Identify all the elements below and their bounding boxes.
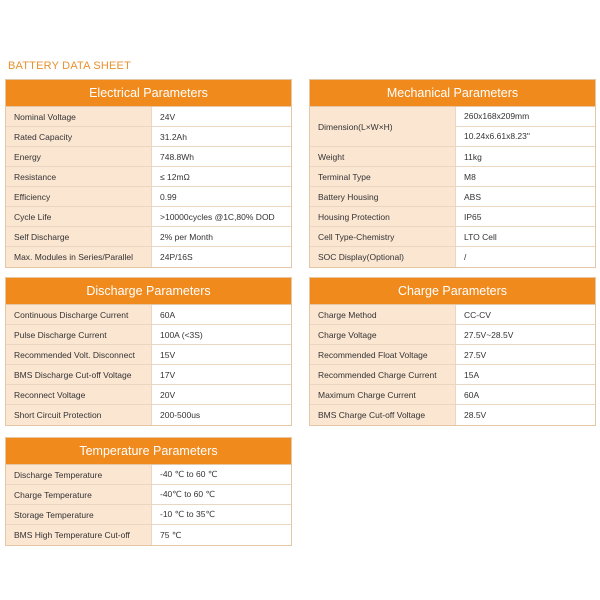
table-header: Discharge Parameters [6,278,291,305]
row-value: 75 ℃ [160,529,182,540]
table-row [310,107,595,147]
row-label: Recommended Volt. Disconnect [6,345,152,364]
charge-parameters-table [309,277,596,426]
table-row [6,465,291,485]
table-row [6,365,291,385]
row-value: LTO Cell [464,231,497,242]
row-value: 17V [160,369,176,380]
row-value: -40 ℃ to 60 ℃ [160,469,218,479]
table-row [310,365,595,385]
page-title: BATTERY DATA SHEET [8,60,131,72]
row-label: Recommended Float Voltage [310,345,456,364]
table-row [6,525,291,545]
row-label: Self Discharge [6,227,152,246]
table-row [6,385,291,405]
table-row [310,325,595,345]
row-value: >10000cycles @1C,80% DOD [160,211,275,222]
row-value: 15A [464,369,480,380]
table-row [310,385,595,405]
table-row [310,405,595,425]
table-row [310,147,595,167]
row-label: Housing Protection [310,207,456,226]
row-value: CC-CV [464,309,491,320]
table-row [310,247,595,267]
row-value: ≤ 12mΩ [160,171,190,182]
row-label: Dimension(L×W×H) [310,107,456,146]
row-value: 27.5V~28.5V [464,329,514,340]
discharge-parameters-table [5,277,292,426]
row-label: Maximum Charge Current [310,385,456,404]
row-label: Charge Voltage [310,325,456,344]
table-row [6,207,291,227]
row-value: 260x168x209mm [456,107,595,127]
row-label: Nominal Voltage [6,107,152,126]
row-label: BMS High Temperature Cut-off [6,525,152,545]
row-label: Continuous Discharge Current [6,305,152,324]
row-label: Short Circuit Protection [6,405,152,425]
row-value: 10.24x6.61x8.23" [464,131,530,142]
row-value: 27.5V [464,349,487,360]
row-value: 20V [160,389,176,400]
row-label: Pulse Discharge Current [6,325,152,344]
temperature-parameters-table [5,437,292,546]
row-value: 2% per Month [160,231,213,242]
row-label: Resistance [6,167,152,186]
row-label: Charge Temperature [6,485,152,504]
row-label: BMS Discharge Cut-off Voltage [6,365,152,384]
row-label: Discharge Temperature [6,465,152,484]
row-label: Efficiency [6,187,152,206]
row-value: 200-500us [160,410,201,420]
table-row [310,187,595,207]
table-row [6,127,291,147]
table-row [6,107,291,127]
row-label: Cycle Life [6,207,152,226]
row-label: Storage Temperature [6,505,152,524]
row-value: -10 ℃ to 35℃ [160,509,216,519]
row-value: 24V [160,111,176,122]
table-row [6,505,291,525]
row-value: / [464,252,467,262]
row-value: 24P/16S [160,252,193,262]
row-value: -40℃ to 60 ℃ [160,489,216,499]
table-header: Electrical Parameters [6,80,291,107]
table-row [6,147,291,167]
row-label: Reconnect Voltage [6,385,152,404]
table-row [6,345,291,365]
row-label: Cell Type-Chemistry [310,227,456,246]
row-value: ABS [464,191,482,202]
row-label: Charge Method [310,305,456,324]
table-row [310,207,595,227]
row-label: BMS Charge Cut-off Voltage [310,405,456,425]
row-label: Recommended Charge Current [310,365,456,384]
row-label: Battery Housing [310,187,456,206]
table-row [6,187,291,207]
row-label: Weight [310,147,456,166]
dimension-values [456,107,595,146]
table-row [6,405,291,425]
table-row [6,485,291,505]
table-header: Mechanical Parameters [310,80,595,107]
row-label: Max. Modules in Series/Parallel [6,247,152,267]
row-value: 60A [160,309,176,320]
table-row [6,305,291,325]
table-row [310,305,595,325]
row-value: 60A [464,389,480,400]
row-label: SOC Display(Optional) [310,247,456,267]
row-value: 0.99 [160,191,177,202]
row-value: 11kg [464,151,482,162]
row-value: M8 [464,171,476,182]
electrical-parameters-table [5,79,292,268]
row-label: Terminal Type [310,167,456,186]
table-row [310,167,595,187]
row-value: 748.8Wh [160,151,195,162]
row-value: 15V [160,349,176,360]
table-row [310,345,595,365]
mechanical-parameters-table [309,79,596,268]
table-row [6,325,291,345]
row-value: 28.5V [464,410,487,420]
table-row [6,167,291,187]
table-row [6,247,291,267]
row-value: IP65 [464,211,482,222]
row-value: 31.2Ah [160,131,187,142]
table-row [6,227,291,247]
table-header: Temperature Parameters [6,438,291,465]
row-label: Rated Capacity [6,127,152,146]
row-label: Energy [6,147,152,166]
table-header: Charge Parameters [310,278,595,305]
table-row [310,227,595,247]
row-value: 100A (<3S) [160,329,203,340]
